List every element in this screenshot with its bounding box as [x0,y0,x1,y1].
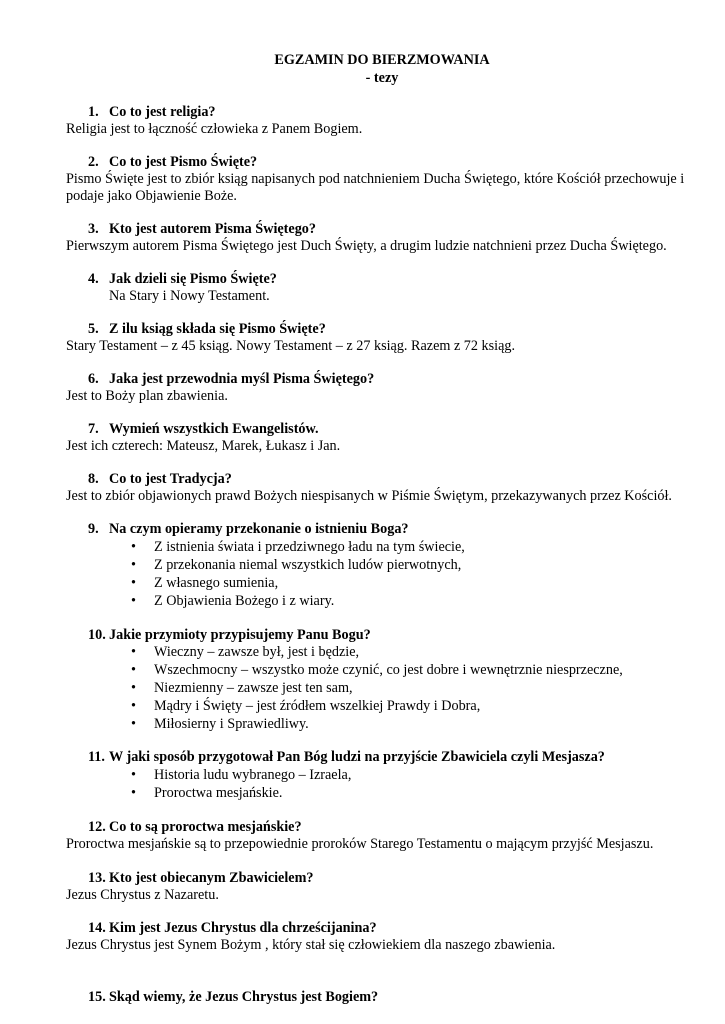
question-heading: 11. W jaki sposób przygotował Pan Bóg ludzi na przyjście Zbawiciela czyli Mesjasza? [88,749,605,765]
bullet-icon: • [131,539,136,555]
question-heading: 8. Co to jest Tradycja? [88,471,232,487]
list-item: • Z Objawienia Bożego i z wiary. [131,593,335,609]
list-item: • Wszechmocny – wszystko może czynić, co jest dobre i wewnętrznie niesprzeczne, [131,662,623,678]
bullet-icon: • [131,662,136,678]
answer-text: Jest to Boży plan zbawienia. [66,388,228,404]
bullet-icon: • [131,557,136,573]
answer-text: Pismo Święte jest to zbiór ksiąg napisanych pod natchnieniem Ducha Świętego, które Kościół przechowuje i podaje jako Objawienie Boże. [66,171,685,204]
question-heading: 10. Jakie przymioty przypisujemy Panu Bogu? [88,627,371,643]
question-heading: 12. Co to są proroctwa mesjańskie? [88,819,302,835]
question-heading: 13. Kto jest obiecanym Zbawicielem? [88,870,314,886]
list-item: • Z przekonania niemal wszystkich ludów pierwotnych, [131,557,462,573]
question-heading: 1. Co to jest religia? [88,104,216,120]
bullet-icon: • [131,680,136,696]
answer-text: Pierwszym autorem Pisma Świętego jest Duch Święty, a drugim ludzie natchnieni przez Ducha Świętego. [66,238,667,254]
answer-text: Religia jest to łączność człowieka z Panem Bogiem. [66,121,363,137]
bullet-icon: • [131,575,136,591]
answer-text: Jest to zbiór objawionych prawd Bożych niespisanych w Piśmie Świętym, przekazywanych przez Kościół. [66,488,672,504]
bullet-list [0,644,623,734]
list-item: • Niezmienny – zawsze jest ten sam, [131,680,353,696]
question-heading: 2. Co to jest Pismo Święte? [88,154,258,170]
answer-text: Stary Testament – z 45 ksiąg. Nowy Testament – z 27 ksiąg. Razem z 72 ksiąg. [66,338,516,354]
question-heading: 3. Kto jest autorem Pisma Świętego? [88,221,316,237]
list-item: • Mądry i Święty – jest źródłem wszelkiej Prawdy i Dobra, [131,698,481,714]
bullet-list [0,767,351,803]
list-item: • Miłosierny i Sprawiedliwy. [131,716,309,732]
answer-text: Na Stary i Nowy Testament. [109,288,270,304]
bullet-list [0,539,465,611]
question-heading: 7. Wymień wszystkich Ewangelistów. [88,421,319,437]
document-title: EGZAMIN DO BIERZMOWANIA [274,52,490,68]
answer-text: Jezus Chrystus z Nazaretu. [66,887,219,903]
question-heading: 6. Jaka jest przewodnia myśl Pisma Świętego? [88,371,375,387]
answer-text: Jezus Chrystus jest Synem Bożym , który stał się człowiekiem dla naszego zbawienia. [66,937,556,953]
document-subtitle: - tezy [365,70,399,86]
list-item: • Z własnego sumienia, [131,575,279,591]
bullet-icon: • [131,644,136,660]
list-item: • Historia ludu wybranego – Izraela, [131,767,352,783]
question-heading: 9. Na czym opieramy przekonanie o istnieniu Boga? [88,521,409,537]
bullet-icon: • [131,767,136,783]
question-heading: 15. Skąd wiemy, że Jezus Chrystus jest Bogiem? [88,989,379,1005]
bullet-icon: • [131,593,136,609]
list-item: • Wieczny – zawsze był, jest i będzie, [131,644,360,660]
answer-text: Proroctwa mesjańskie są to przepowiednie proroków Starego Testamentu o mającym przyjść Mesjaszu. [66,836,654,852]
answer-text: Jest ich czterech: Mateusz, Marek, Łukasz i Jan. [66,438,341,454]
bullet-icon: • [131,785,136,801]
question-heading: 14. Kim jest Jezus Chrystus dla chrześcijanina? [88,920,377,936]
bullet-icon: • [131,698,136,714]
question-heading: 4. Jak dzieli się Pismo Święte? [88,271,277,287]
question-heading: 5. Z ilu ksiąg składa się Pismo Święte? [88,321,326,337]
bullet-icon: • [131,716,136,732]
list-item: • Z istnienia świata i przedziwnego ładu na tym świecie, [131,539,465,555]
list-item: • Proroctwa mesjańskie. [131,785,283,801]
